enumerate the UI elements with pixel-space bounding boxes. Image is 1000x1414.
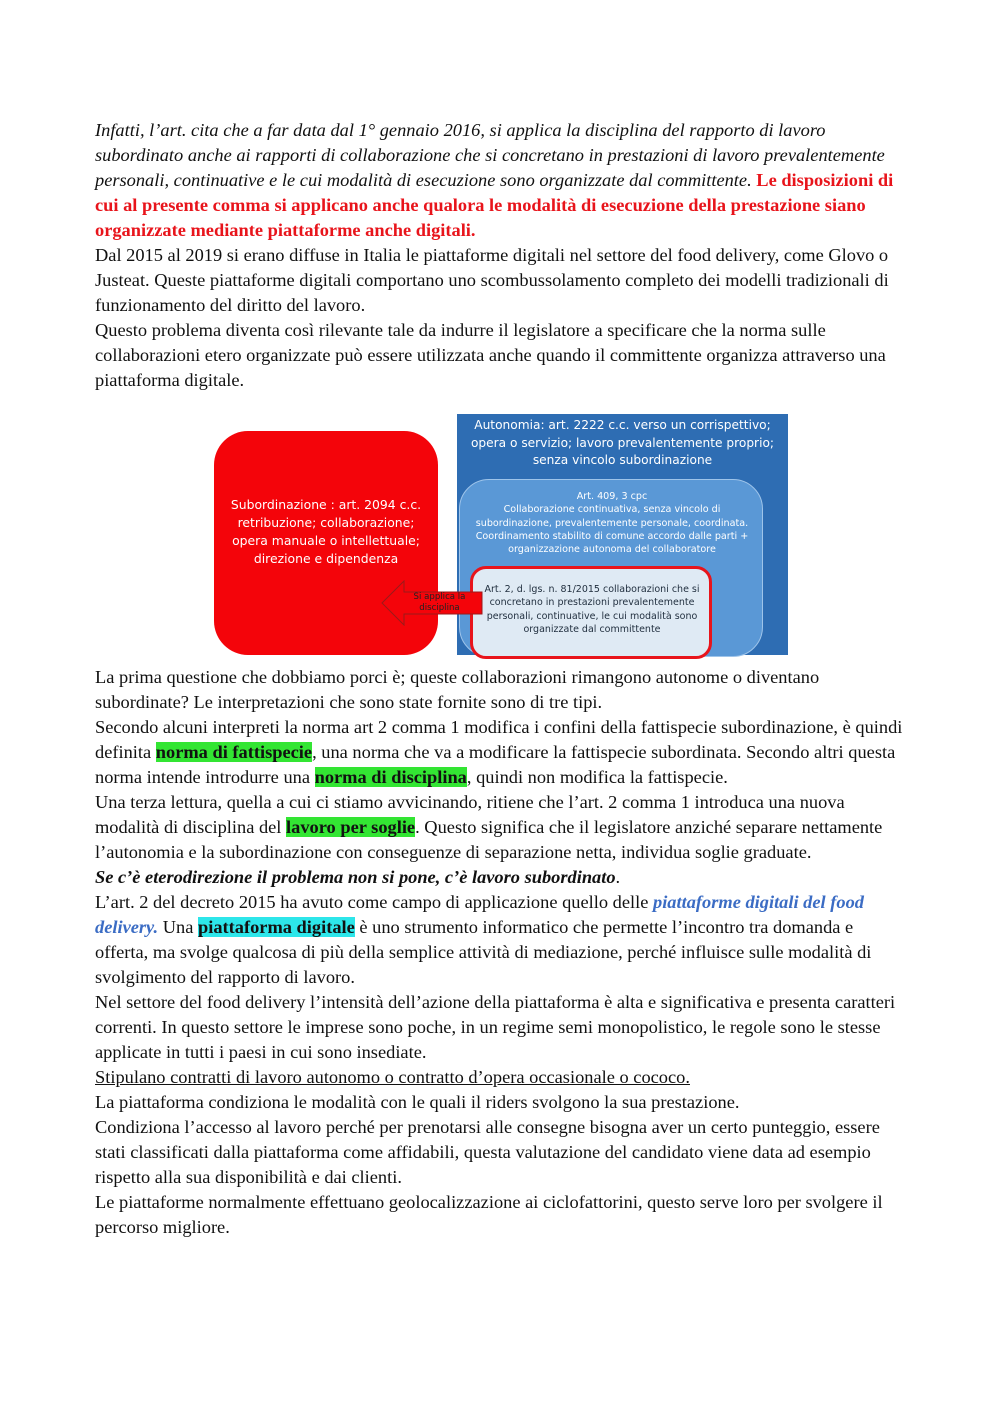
paragraph-6-text-b: . Questo significa che il legislatore anziché separare nettamente l’autonomia e la subordinazione con conseguenze di separazione netta, individua soglie graduate. (95, 817, 883, 862)
autonomia-text: Autonomia: art. 2222 c.c. verso un corrispettivo; opera o servizio; lavoro prevalentemente proprio; senza vincolo subordinazione (470, 418, 775, 467)
paragraph-3: Questo problema diventa così rilevante tale da indurre il legislatore a specificare che la norma sulle collaborazioni etero organizzate può essere utilizzata anche quando il committente organizza attraverso una piattaforma digitale. (95, 320, 886, 390)
paragraph-6 (95, 790, 907, 865)
art2-box (470, 566, 712, 659)
paragraph-2: Dal 2015 al 2019 si erano diffuse in Italia le piattaforme digitali nel settore del food delivery, come Glovo o Justeat. Queste piattaforme digitali comportano uno scombussolamento completo dei modelli tradizionali di funzionamento del diritto del lavoro. (95, 245, 889, 315)
art409-body: Collaborazione continuativa, senza vincolo di subordinazione, prevalentemente personale, coordinata. Coordinamento stabilito di comune accordo dalle parti + organizzazione autonoma del collaboratore (475, 504, 749, 556)
arrow-label: Si applica la disciplina (413, 592, 466, 613)
paragraph-8-text-b: Una (158, 917, 198, 937)
paragraph-7-bold-italic: Se c’è eterodirezione il problema non si pone, c’è lavoro subordinato (95, 867, 616, 887)
paragraph-13: Le piattaforme normalmente effettuano geolocalizzazione ai ciclofattorini, questo serve loro per svolgere il percorso migliore. (95, 1192, 883, 1237)
law-diagram (95, 393, 907, 665)
paragraph-7 (95, 865, 907, 890)
art409-text (468, 490, 756, 556)
highlight-norma-di-disciplina: norma di disciplina (314, 767, 467, 787)
paragraph-8-blue-emphasis: piattaforme digitali del food delivery. (95, 892, 864, 937)
paragraph-1-italic: Infatti, l’art. cita che a far data dal 1° gennaio 2016, si applica la disciplina del rapporto di lavoro subordinato anche ai rapporti di collaborazione che si concretano in prestazioni di lavoro prevalentemente personali, continuative e le cui modalità di esecuzione sono organizzate dal committente. (95, 120, 885, 190)
paragraph-8-text-c: è uno strumento informatico che permette l’incontro tra domanda e offerta, ma svolge qualcosa di più della semplice attività di mediazione, perché influisce sulle modalità di svolgimento del rapporto di lavoro. (95, 917, 872, 987)
paragraph-12: Condiziona l’accesso al lavoro perché per prenotarsi alle consegne bisogna aver un certo punteggio, essere stati classificati dalla piattaforma come affidabili, questa valutazione del candidato viene data ad esempio rispetto alla sua disponibilità e dai clienti. (95, 1117, 880, 1187)
paragraph-5-text-c: , quindi non modifica la fattispecie. (466, 767, 728, 787)
paragraph-11: La piattaforma condiziona le modalità con le quali il riders svolgono la sua prestazione. (95, 1092, 740, 1112)
paragraph-4: La prima questione che dobbiamo porci è; queste collaborazioni rimangono autonome o diventano subordinate? Le interpretazioni che sono state fornite sono di tre tipi. (95, 667, 820, 712)
paragraph-10-underlined: Stipulano contratti di lavoro autonomo o contratto d’opera occasionale o cococo. (95, 1067, 690, 1087)
art409-title: Art. 409, 3 cpc (576, 491, 648, 502)
paragraph-8-text-a: L’art. 2 del decreto 2015 ha avuto come campo di applicazione quello delle (95, 892, 653, 912)
paragraph-9: Nel settore del food delivery l’intensità dell’azione della piattaforma è alta e significativa e presenta caratteri correnti. In questo settore le imprese sono poche, in un regime semi monopolistico, le regole sono le stesse applicate in tutti i paesi in cui sono insediate. (95, 992, 896, 1062)
paragraph-1-red-emphasis: Le disposizioni di cui al presente comma si applicano anche qualora le modalità di esecuzione della prestazione siano organizzate mediante piattaforme anche digitali. (95, 170, 894, 240)
subordinazione-text: Subordinazione : art. 2094 c.c. retribuzione; collaborazione; opera manuale o intellettuale; direzione e dipendenza (230, 497, 422, 566)
paragraph-5 (95, 715, 907, 790)
highlight-norma-di-fattispecie: norma di fattispecie (155, 742, 313, 762)
paragraph-7-end: . (615, 867, 621, 887)
paragraph-5-text-a: Secondo alcuni interpreti la norma art 2 comma 1 modifica i confini della fattispecie subordinazione, è quindi definita (95, 717, 903, 762)
highlight-piattaforma-digitale: piattaforma digitale (197, 917, 355, 937)
paragraph-6-text-a: Una terza lettura, quella a cui ci stiamo avvicinando, ritiene che l’art. 2 comma 1 introduca una nuova modalità di disciplina del (95, 792, 845, 837)
paragraph-5-text-b: , una norma che va a modificare la fattispecie subordinata. Secondo altri questa norma intende introdurre una (95, 742, 896, 787)
paragraph-1 (95, 118, 907, 243)
art2-text: Art. 2, d. lgs. n. 81/2015 collaborazioni che si concretano in prestazioni prevalentemente personali, continuative, le cui modalità sono organizzate dal committente (484, 584, 700, 636)
paragraph-8 (95, 890, 907, 990)
highlight-lavoro-per-soglie: lavoro per soglie (286, 817, 416, 837)
document-page (95, 118, 907, 1240)
